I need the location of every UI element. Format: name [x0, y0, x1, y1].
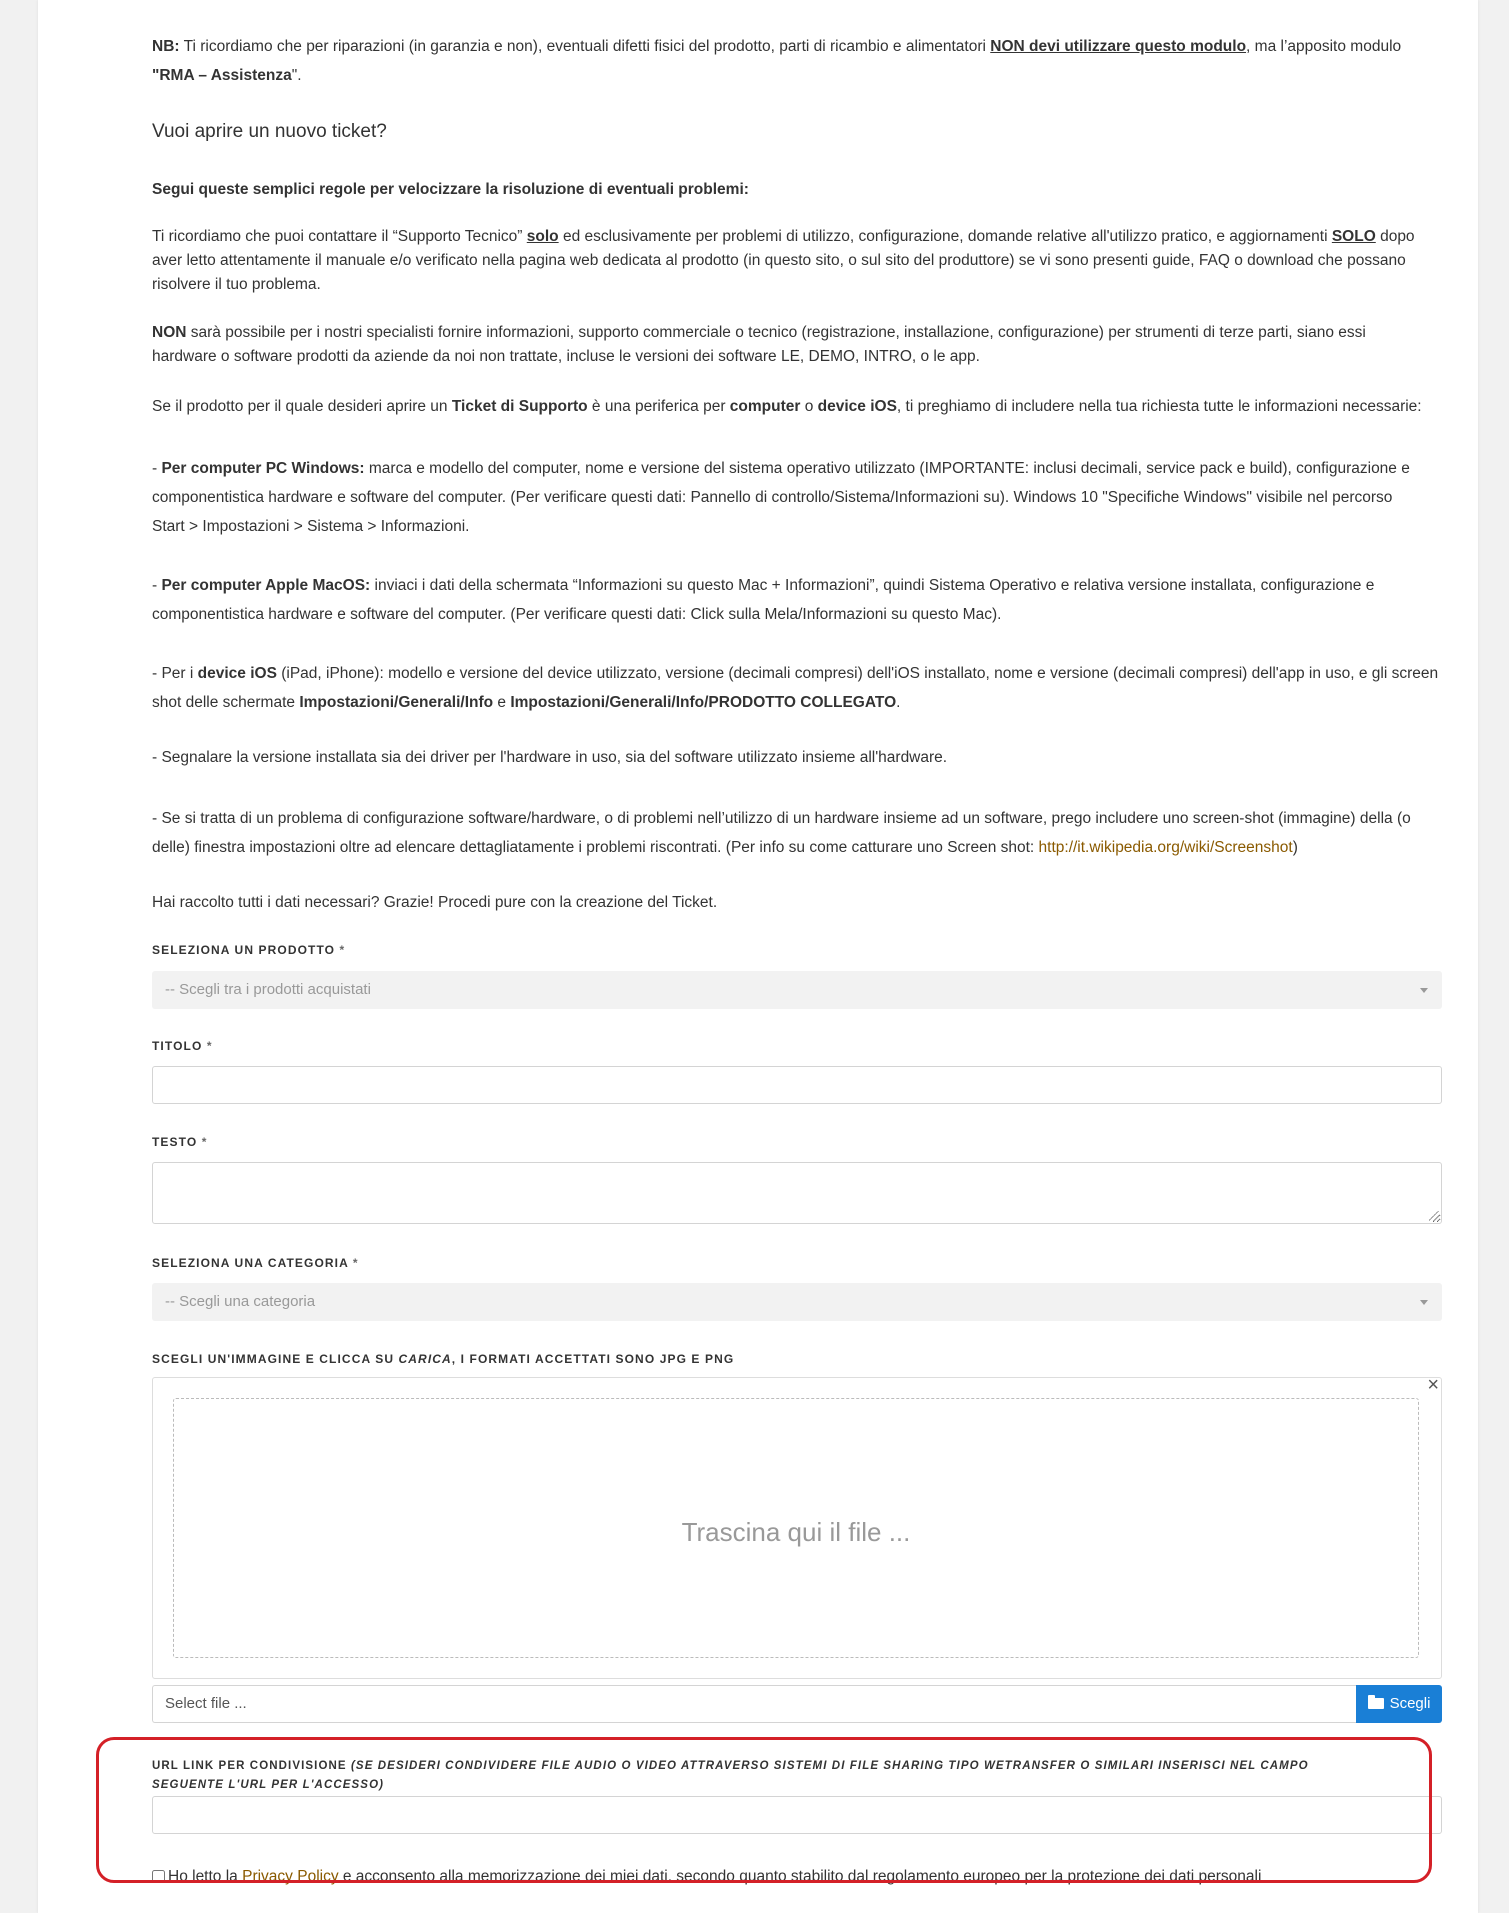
- product-select[interactable]: -- Scegli tra i prodotti acquistati: [152, 971, 1442, 1009]
- ticket-paragraph: Se il prodotto per il quale desideri aprire un Ticket di Supporto è una periferica per computer o device iOS, ti preghiamo di includere nella tua richiesta tutte le informazioni necessarie:: [152, 398, 1422, 415]
- rules-intro: Segui queste semplici regole per velocizzare la risoluzione di eventuali problemi:: [152, 181, 749, 198]
- text-textarea[interactable]: [152, 1162, 1442, 1224]
- chevron-down-icon: [1420, 988, 1428, 993]
- content-card: [38, 0, 1478, 1913]
- windows-bullet: - Per computer PC Windows: marca e modello del computer, nome e versione del sistema operativo utilizzato (IMPORTANTE: inclusi decimali, service pack e build), configurazione e componentistica hardware e software del computer. (Per verificare questi dati: Pannello di controllo/Sistema/Informazioni su). Windows 10 "Specifiche Windows" visibile nel percorso Start > Impostazioni > Sistema > Informazioni.: [152, 460, 1410, 535]
- privacy-consent: Ho letto la Privacy Policy e acconsento alla memorizzazione dei miei dati, secondo quanto stabilito dal regolamento europeo per la protezione dei dati personali: [152, 1868, 1261, 1886]
- dropzone-area[interactable]: [173, 1398, 1419, 1658]
- file-select-row: [152, 1685, 1442, 1723]
- highlight-box: [96, 1737, 1432, 1883]
- file-caption[interactable]: Select file ...: [152, 1685, 1356, 1723]
- folder-open-icon: [1368, 1698, 1384, 1709]
- closing-text: Hai raccolto tutti i dati necessari? Grazie! Procedi pure con la creazione del Ticket.: [152, 894, 718, 911]
- config-bullet: - Se si tratta di un problema di configurazione software/hardware, o di problemi nell’utilizzo di un hardware insieme ad un software, prego includere uno screen-shot (immagine) della (o delle) finestra impostazioni oltre ad elencare dettagliatamente i problemi riscontrati. (Per info su come catturare uno Screen shot: http://it.wikipedia.org/wiki/Screenshot): [152, 810, 1411, 856]
- file-dropzone[interactable]: [152, 1374, 1442, 1679]
- category-select[interactable]: -- Scegli una categoria: [152, 1283, 1442, 1321]
- page-heading: Vuoi aprire un nuovo ticket?: [152, 121, 387, 142]
- text-label: TESTO *: [152, 1135, 208, 1149]
- choose-file-button[interactable]: Scegli: [1356, 1685, 1442, 1723]
- title-input[interactable]: [152, 1066, 1442, 1104]
- wikipedia-screenshot-link[interactable]: http://it.wikipedia.org/wiki/Screenshot: [1038, 839, 1293, 856]
- chevron-down-icon: [1420, 1300, 1428, 1305]
- privacy-policy-link[interactable]: Privacy Policy: [242, 1868, 339, 1885]
- nb-label: NB:: [152, 38, 180, 55]
- product-label: SELEZIONA UN PRODOTTO *: [152, 943, 346, 957]
- nb-notice-line2: "RMA – Assistenza".: [152, 67, 302, 84]
- nb-notice: NB: Ti ricordiamo che per riparazioni (in garanzia e non), eventuali difetti fisici del prodotto, parti di ricambio e alimentatori NON devi utilizzare questo modulo, ma l’apposito modulo: [152, 38, 1402, 55]
- mac-bullet: - Per computer Apple MacOS: inviaci i dati della schermata “Informazioni su questo Mac + Informazioni”, quindi Sistema Operativo e relativa versione installata, configurazione e componentistica hardware e software del computer. (Per verificare questi dati: Click sulla Mela/Informazioni su questo Mac).: [152, 577, 1375, 623]
- drivers-bullet: - Segnalare la versione installata sia dei driver per l'hardware in uso, sia del software utilizzato insieme all'hardware.: [152, 749, 948, 766]
- non-paragraph: NON sarà possibile per i nostri specialisti fornire informazioni, supporto commerciale o tecnico (registrazione, installazione, configurazione) per strumenti di terze parti, siano essi hardware o software prodotti da aziende da noi non trattate, incluse le versioni dei software LE, DEMO, INTRO, o le app.: [152, 324, 1366, 365]
- resize-handle-icon[interactable]: [1429, 1211, 1439, 1221]
- image-label: SCEGLI UN'IMMAGINE E CLICCA SU CARICA, I FORMATI ACCETTATI SONO JPG E PNG: [152, 1352, 735, 1366]
- url-label: URL LINK PER CONDIVISIONE (SE DESIDERI CONDIVIDERE FILE AUDIO O VIDEO ATTRAVERSO SISTEMI DI FILE SHARING TIPO WETRANSFER O SIMILARI INSERISCI NEL CAMPO SEGUENTE L'URL PER L'ACCESSO): [152, 1760, 1309, 1791]
- dropzone-text: Trascina qui il file ...: [681, 1517, 911, 1547]
- support-paragraph: Ti ricordiamo che puoi contattare il “Supporto Tecnico” solo ed esclusivamente per problemi di utilizzo, configurazione, domande relative all'utilizzo pratico, e aggiornamenti SOLO dopo aver letto attentamente il manuale e/o verificato nella pagina web dedicata al prodotto (in questo sito, o sul sito del produttore) se vi sono presenti guide, FAQ o download che possano risolvere il tuo problema.: [152, 228, 1415, 293]
- ios-bullet: - Per i device iOS (iPad, iPhone): modello e versione del device utilizzato, versione (decimali compresi) dell'iOS installato, nome e versione (decimali compresi) dell'app in uso, e gli screen shot delle schermate Impostazioni/Generali/Info e Impostazioni/Generali/Info/PRODOTTO COLLEGATO.: [152, 665, 1439, 711]
- title-label: TITOLO *: [152, 1039, 213, 1053]
- text-area-wrapper: [152, 1162, 1442, 1224]
- non-devi-link: NON devi utilizzare questo modulo: [990, 38, 1247, 55]
- close-icon[interactable]: ×: [1427, 1374, 1439, 1396]
- category-label: SELEZIONA UNA CATEGORIA *: [152, 1256, 359, 1270]
